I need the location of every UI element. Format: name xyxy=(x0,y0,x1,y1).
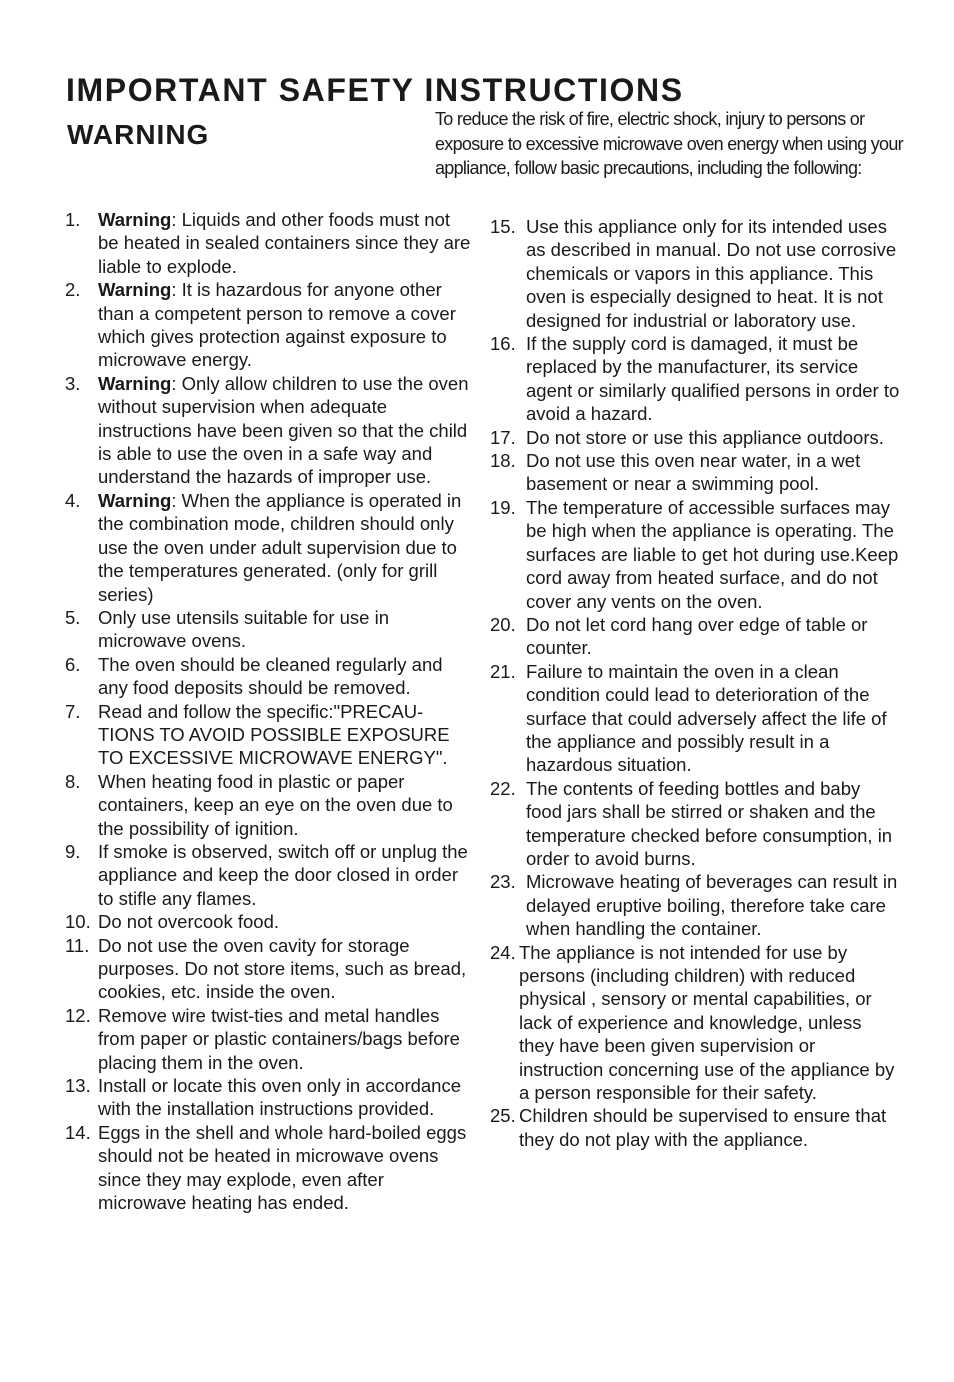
instruction-item-18 xyxy=(490,449,900,496)
item-text: Only use utensils suitable for use in microwave ovens. xyxy=(98,606,390,652)
item-number: 22. xyxy=(490,777,516,799)
item-number: 11. xyxy=(65,934,90,956)
item-text: Failure to maintain the oven in a clean condition could lead to deterioration of the surface that could adversely affect the life of the appliance and possibly result in a hazardous situation. xyxy=(526,660,887,776)
instruction-item-15 xyxy=(490,215,900,332)
item-number: 21. xyxy=(490,660,516,682)
item-number: 20. xyxy=(490,613,516,635)
instruction-item-12 xyxy=(65,1004,475,1074)
instruction-item-2 xyxy=(65,278,475,372)
item-number: 1. xyxy=(65,209,81,230)
item-text: : Only allow children to use the oven without supervision when adequate instructions have been given so that the child is able to use the oven in a safe way and understand the hazards of improper use. xyxy=(98,372,469,488)
intro-paragraph: To reduce the risk of fire, electric shock, injury to persons or exposure to excessive microwave oven energy when using your appliance, follow basic precautions, including the following: xyxy=(435,109,903,178)
item-number: 8. xyxy=(65,770,81,792)
warning-label: Warning xyxy=(98,489,172,511)
item-text: : When the appliance is operated in the combination mode, children should only use the oven under adult supervision due to the temperatures generated. (only for grill series) xyxy=(98,489,462,605)
item-number: 18. xyxy=(490,450,516,472)
warning-heading: WARNING xyxy=(67,119,210,150)
item-text: Do not use this oven near water, in a wet basement or near a swimming pool. xyxy=(526,450,861,495)
item-number: 2. xyxy=(65,279,81,301)
instruction-item-19 xyxy=(490,496,900,613)
instruction-item-25 xyxy=(490,1104,900,1151)
item-number: 16. xyxy=(490,333,516,355)
item-text: If smoke is observed, switch off or unplug the appliance and keep the door closed in order to stifle any flames. xyxy=(98,840,468,909)
instruction-item-7 xyxy=(65,700,475,770)
item-text: The contents of feeding bottles and baby food jars shall be stirred or shaken and the temperature checked before consumption, in order to avoid burns. xyxy=(526,777,893,869)
instruction-item-1 xyxy=(65,208,475,278)
item-text: The temperature of accessible surfaces may be high when the appliance is operating. The surfaces are liable to get hot during use.Keep cord away from heated surface, and do not cover any vents on the oven. xyxy=(526,496,899,612)
instruction-item-6 xyxy=(65,653,475,700)
instructions-list-right xyxy=(490,215,900,1151)
instruction-item-5 xyxy=(65,606,475,653)
instruction-item-14 xyxy=(65,1121,475,1215)
page-title: IMPORTANT SAFETY INSTRUCTIONS xyxy=(66,72,684,108)
instruction-item-10 xyxy=(65,910,475,933)
item-text: Microwave heating of beverages can result in delayed eruptive boiling, therefore take care when handling the container. xyxy=(526,871,898,940)
instruction-item-4 xyxy=(65,489,475,606)
item-number: 23. xyxy=(490,871,516,893)
item-number: 9. xyxy=(65,840,81,862)
item-text: When heating food in plastic or paper containers, keep an eye on the oven due to the possibility of ignition. xyxy=(98,770,453,839)
instruction-item-9 xyxy=(65,840,475,910)
instruction-item-8 xyxy=(65,770,475,840)
warning-label: Warning xyxy=(98,279,172,301)
item-text: : Liquids and other foods must not be heated in sealed containers since they are liable to explode. xyxy=(98,209,471,277)
instructions-list-left xyxy=(65,208,475,1214)
item-number: 14. xyxy=(65,1121,91,1143)
item-number: 5. xyxy=(65,606,81,628)
item-text: Do not let cord hang over edge of table or counter. xyxy=(526,613,868,659)
warning-label: Warning xyxy=(98,209,172,230)
instruction-item-20 xyxy=(490,613,900,660)
item-number: 25. xyxy=(490,1105,516,1127)
item-text: The oven should be cleaned regularly and any food deposits should be removed. xyxy=(98,653,443,699)
instruction-item-17 xyxy=(490,426,900,449)
instruction-item-24 xyxy=(490,941,900,1105)
instruction-item-23 xyxy=(490,870,900,940)
instruction-item-22 xyxy=(490,777,900,871)
item-text: Install or locate this oven only in accordance with the installation instructions provided. xyxy=(98,1075,462,1120)
item-number: 4. xyxy=(65,489,81,511)
item-number: 7. xyxy=(65,700,81,722)
item-number: 19. xyxy=(490,496,516,518)
item-text: Remove wire twist-ties and metal handles from paper or plastic containers/bags before placing them in the oven. xyxy=(98,1004,460,1073)
item-number: 10. xyxy=(65,911,91,933)
item-number: 12. xyxy=(65,1004,91,1026)
instruction-item-11 xyxy=(65,934,475,1004)
warning-label: Warning xyxy=(98,372,172,394)
item-text: Children should be supervised to ensure that they do not play with the appliance. xyxy=(519,1105,887,1150)
item-text: The appliance is not intended for use by persons (including children) with reduced physical , sensory or mental capabilities, or lack of experience and knowledge, unless they have been given supervision or instruction concerning use of the appliance by a person responsible for their safety. xyxy=(519,941,895,1104)
item-number: 6. xyxy=(65,653,81,675)
item-text: Do not overcook food. xyxy=(98,911,279,933)
item-text: Do not store or use this appliance outdoors. xyxy=(526,426,884,448)
item-text: : It is hazardous for anyone other than a competent person to remove a cover which gives protection against exposure to microwave energy. xyxy=(98,279,456,371)
item-text: Do not use the oven cavity for storage purposes. Do not store items, such as bread, cookies, etc. inside the oven. xyxy=(98,934,467,1003)
item-text: Use this appliance only for its intended uses as described in manual. Do not use corrosive chemicals or vapors in this appliance. This oven is especially designed to heat. It is not designed for industrial or laboratory use. xyxy=(526,216,897,331)
instruction-item-13 xyxy=(65,1074,475,1121)
instruction-item-16 xyxy=(490,332,900,426)
item-text: Eggs in the shell and whole hard-boiled eggs should not be heated in microwave ovens since they may explode, even after microwave heating has ended. xyxy=(98,1121,467,1214)
item-number: 15. xyxy=(490,216,516,237)
item-number: 17. xyxy=(490,426,516,448)
item-number: 24. xyxy=(490,941,516,963)
instruction-item-21 xyxy=(490,660,900,777)
item-text: Read and follow the specific:"PRECAU-TIONS TO AVOID POSSIBLE EXPOSURE TO EXCESSIVE MICROWAVE ENERGY". xyxy=(98,700,450,769)
item-text: If the supply cord is damaged, it must be replaced by the manufacturer, its service agent or similarly qualified persons in order to avoid a hazard. xyxy=(526,333,900,425)
instruction-item-3 xyxy=(65,372,475,489)
item-number: 3. xyxy=(65,372,81,394)
item-number: 13. xyxy=(65,1075,91,1097)
